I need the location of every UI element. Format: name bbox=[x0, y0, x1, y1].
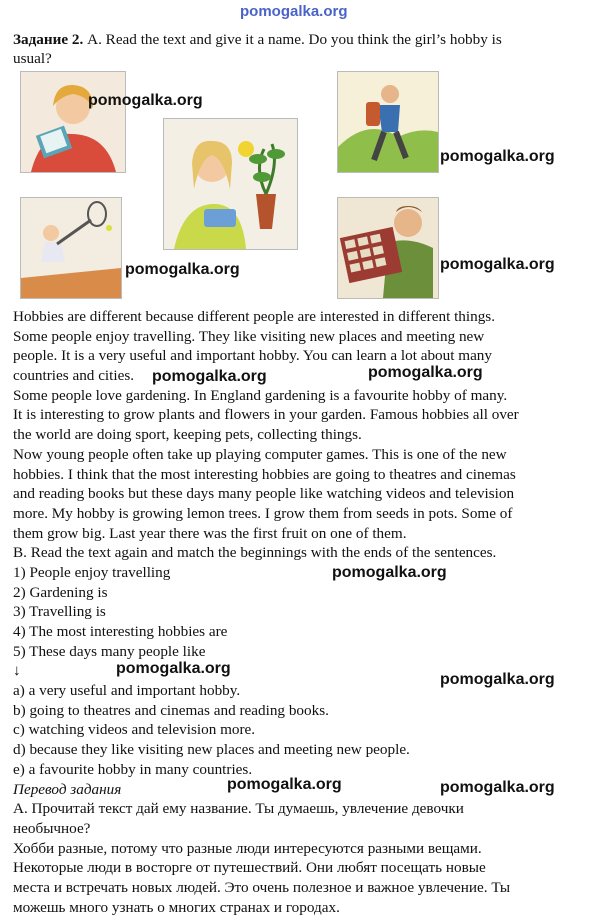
watermark: pomogalka.org bbox=[440, 779, 555, 796]
sentence-beginning: 4) The most interesting hobbies are bbox=[13, 623, 228, 640]
sentence-ending: b) going to theatres and cinemas and reading books. bbox=[13, 701, 329, 719]
translation-line: А. Прочитай текст дай ему название. Ты думаешь, увлечение девочки bbox=[13, 800, 464, 818]
translation-line: можешь много узнать о многих странах и городах. bbox=[13, 898, 340, 916]
sentence-ending: a) a very useful and important hobby. bbox=[13, 682, 241, 700]
task-heading-line1 bbox=[13, 30, 502, 50]
image-girl-watering-lemon-tree bbox=[163, 118, 298, 250]
watermark: pomogalka.org bbox=[440, 148, 555, 165]
text-line: Now young people often take up playing computer games. This is one of the new bbox=[13, 445, 507, 463]
text-line: them grow big. Last year there was the first fruit on one of them. bbox=[13, 524, 407, 542]
sentence-beginning: 1) People enjoy travelling bbox=[13, 563, 171, 581]
sentence-beginning: 3) Travelling is bbox=[13, 603, 106, 621]
image-boy-stamp-album bbox=[337, 197, 439, 299]
arrow-down-icon: ↓ bbox=[13, 662, 21, 680]
translation-line: Некоторые люди в восторге от путешествий. Они любят посещать новые bbox=[13, 859, 486, 877]
text-line: Some people love gardening. In England gardening is a favourite hobby of many. bbox=[13, 386, 508, 404]
sentence-ending: d) because they like visiting new places and meeting new people. bbox=[13, 741, 410, 759]
text-line: more. My hobby is growing lemon trees. I grow them from seeds in pots. Some of bbox=[13, 504, 513, 522]
task-b-prompt: B. Read the text again and match the beginnings with the ends of the sentences. bbox=[13, 544, 497, 562]
task-number: Задание 2. bbox=[13, 31, 84, 48]
text-line: Some people enjoy travelling. They like visiting new places and meeting new bbox=[13, 327, 485, 345]
watermark: pomogalka.org bbox=[440, 256, 555, 273]
text-line: Hobbies are different because different people are interested in different things. bbox=[13, 308, 496, 325]
translation-line: Хобби разные, потому что разные люди интересуются разными вещами. bbox=[13, 839, 482, 857]
watermark: pomogalka.org bbox=[116, 660, 231, 677]
sentence-beginning: 2) Gardening is bbox=[13, 583, 108, 601]
image-girl-playing-tennis bbox=[20, 197, 122, 299]
watermark: pomogalka.org bbox=[152, 368, 267, 385]
watermark: pomogalka.org bbox=[88, 92, 203, 109]
task-prompt: A. Read the text and give it a name. Do you think the girl’s hobby is bbox=[83, 31, 502, 48]
sentence-beginning: 5) These days many people like bbox=[13, 642, 206, 660]
sentence-ending: c) watching videos and television more. bbox=[13, 721, 256, 739]
text-line: It is interesting to grow plants and flowers in your garden. Famous hobbies all over bbox=[13, 406, 519, 424]
watermark: pomogalka.org bbox=[440, 671, 555, 688]
image-man-hiking bbox=[337, 71, 439, 173]
sentence-ending: e) a favourite hobby in many countries. bbox=[13, 760, 253, 778]
translation-label: Перевод задания bbox=[13, 780, 122, 798]
main-text bbox=[13, 307, 519, 917]
watermark: pomogalka.org bbox=[125, 261, 240, 278]
text-line: and reading books but these days many people like watching videos and television bbox=[13, 485, 515, 503]
translation-line: необычное? bbox=[13, 819, 91, 837]
text-line: people. It is a very useful and important hobby. You can learn a lot about many bbox=[13, 347, 492, 365]
top-watermark: pomogalka.org bbox=[240, 3, 348, 20]
translation-line: места и встречать новых людей. Это очень полезное и важное увлечение. Ты bbox=[13, 878, 511, 896]
text-line: the world are doing sport, keeping pets, collecting things. bbox=[13, 426, 362, 444]
task-heading-line2: usual? bbox=[13, 50, 52, 67]
text-line: countries and cities. bbox=[13, 367, 135, 385]
watermark: pomogalka.org bbox=[332, 564, 447, 581]
image-girl-reading bbox=[20, 71, 126, 173]
watermark: pomogalka.org bbox=[227, 776, 342, 793]
text-line: hobbies. I think that the most interesting hobbies are going to theatres and cinemas bbox=[13, 465, 516, 483]
watermark: pomogalka.org bbox=[368, 364, 483, 381]
